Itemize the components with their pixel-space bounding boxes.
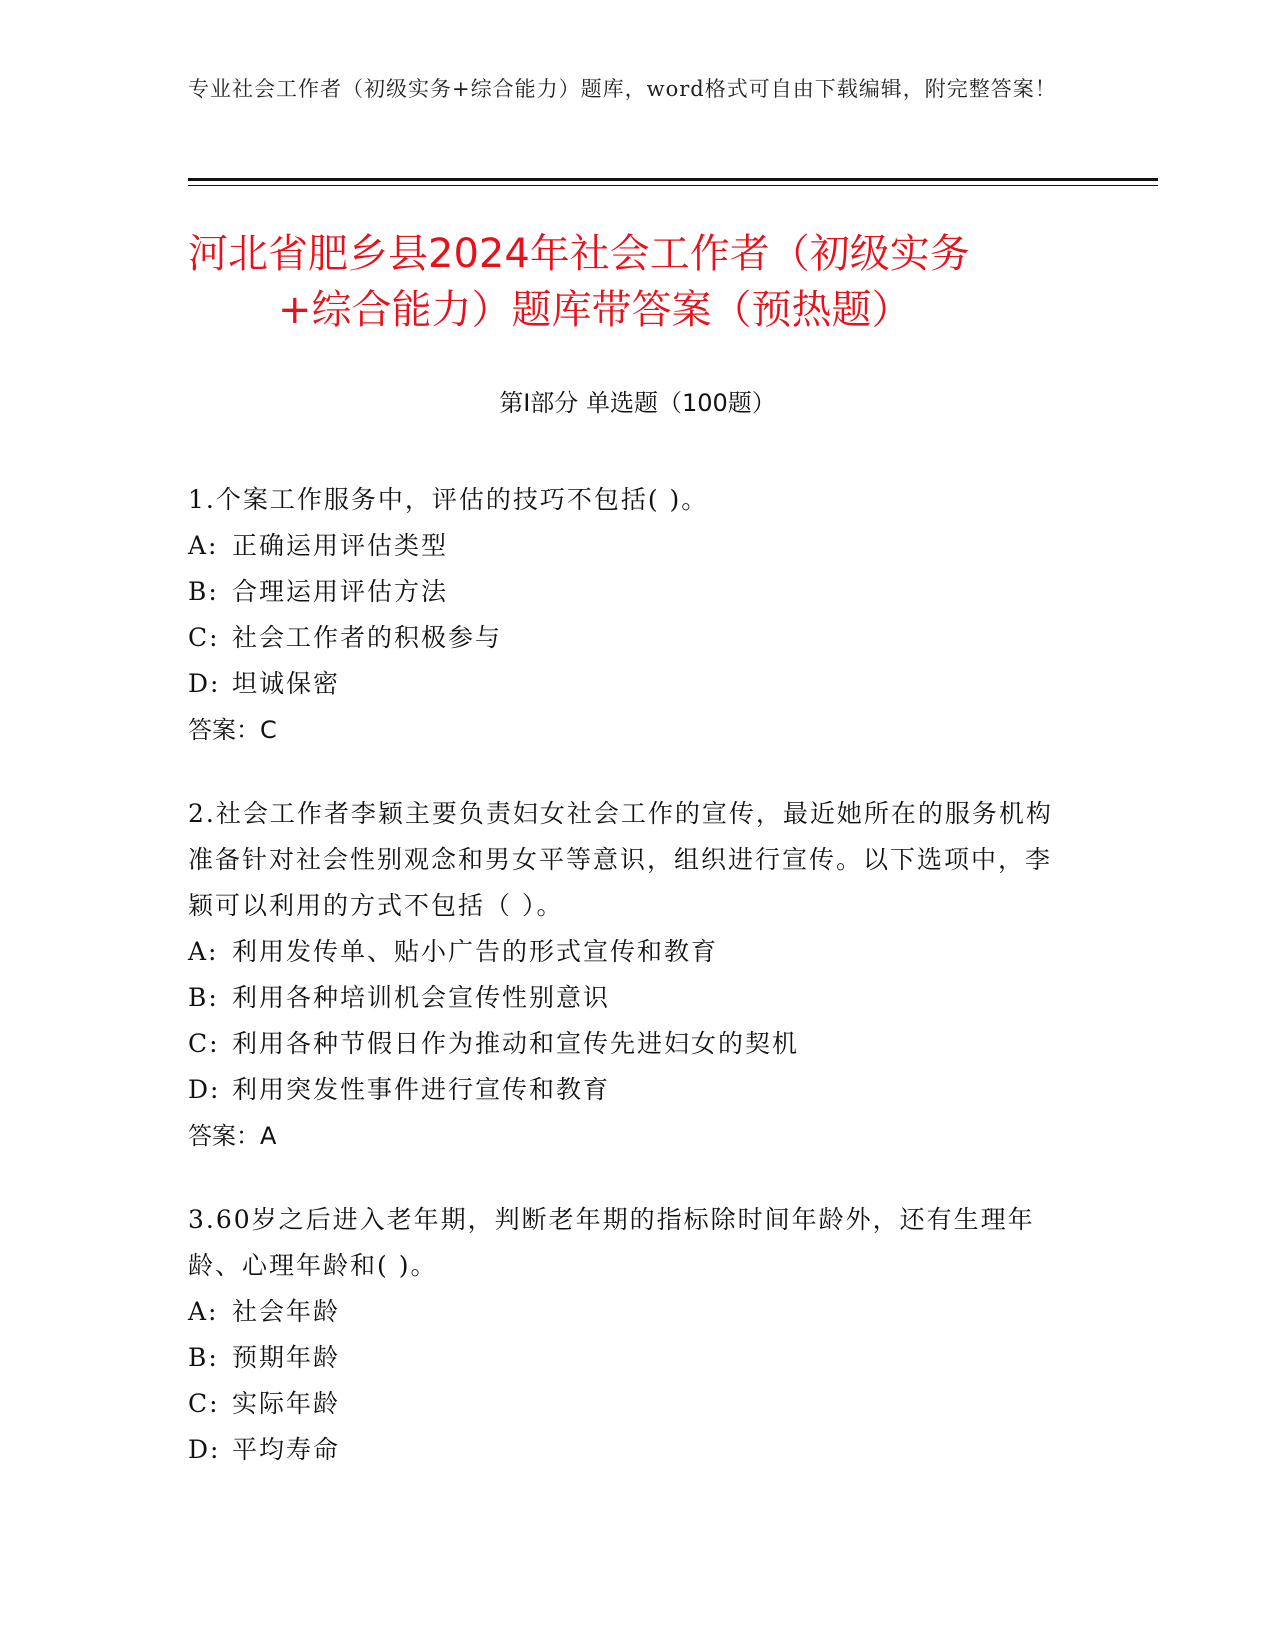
option-letter: C: <box>188 1389 220 1418</box>
option-letter: D: <box>188 1075 221 1104</box>
option-text: 实际年龄 <box>232 1389 341 1418</box>
option-b <box>188 569 1068 615</box>
header-note: 专业社会工作者（初级实务+综合能力）题库，word格式可自由下载编辑，附完整答案！ <box>188 77 1057 101</box>
answer-line: 答案：A <box>188 1122 277 1150</box>
option-c <box>188 615 1068 661</box>
option-d <box>188 1067 1068 1113</box>
option-d <box>188 1427 1068 1473</box>
option-text: 利用发传单、贴小广告的形式宣传和教育 <box>232 937 719 966</box>
option-a <box>188 929 1068 975</box>
option-a <box>188 523 1068 569</box>
option-text: 社会工作者的积极参与 <box>232 623 503 652</box>
option-c <box>188 1381 1068 1427</box>
question-1 <box>188 477 1068 753</box>
document-title-line-1: 河北省肥乡县2024年社会工作者（初级实务 <box>188 231 970 277</box>
option-letter: B: <box>188 577 219 606</box>
option-text: 坦诚保密 <box>232 669 341 698</box>
option-letter: C: <box>188 623 220 652</box>
option-c <box>188 1021 1068 1067</box>
option-letter: A: <box>188 531 219 560</box>
question-stem: 2.社会工作者李颖主要负责妇女社会工作的宣传，最近她所在的服务机构准备针对社会性别观念和男女平等意识，组织进行宣传。以下选项中，李颖可以利用的方式不包括（ ）。 <box>188 799 1053 920</box>
option-text: 利用各种培训机会宣传性别意识 <box>232 983 611 1012</box>
option-text: 社会年龄 <box>232 1297 341 1326</box>
option-text: 预期年龄 <box>232 1343 341 1372</box>
option-text: 平均寿命 <box>232 1435 341 1464</box>
question-2 <box>188 791 1068 1159</box>
option-letter: A: <box>188 1297 219 1326</box>
document-title <box>188 226 1088 338</box>
option-text: 合理运用评估方法 <box>232 577 449 606</box>
option-letter: D: <box>188 1435 221 1464</box>
option-letter: A: <box>188 937 219 966</box>
answer-line: 答案：C <box>188 716 277 744</box>
question-3 <box>188 1197 1068 1473</box>
header-rule-thick <box>188 178 1158 181</box>
question-stem: 3.60岁之后进入老年期，判断老年期的指标除时间年龄外，还有生理年龄、心理年龄和( )。 <box>188 1205 1035 1280</box>
section-heading: 第Ⅰ部分 单选题（100题） <box>499 389 776 417</box>
option-letter: D: <box>188 669 221 698</box>
question-stem: 1.个案工作服务中，评估的技巧不包括( )。 <box>188 485 709 514</box>
option-b <box>188 975 1068 1021</box>
option-b <box>188 1335 1068 1381</box>
question-list <box>188 477 1068 1511</box>
option-a <box>188 1289 1068 1335</box>
document-title-line-2: +综合能力）题库带答案（预热题） <box>278 287 912 333</box>
header-rule-thin <box>188 185 1158 186</box>
option-d <box>188 661 1068 707</box>
option-text: 利用突发性事件进行宣传和教育 <box>232 1075 611 1104</box>
option-letter: B: <box>188 983 219 1012</box>
option-text: 利用各种节假日作为推动和宣传先进妇女的契机 <box>232 1029 800 1058</box>
option-letter: B: <box>188 1343 219 1372</box>
option-letter: C: <box>188 1029 220 1058</box>
option-text: 正确运用评估类型 <box>232 531 449 560</box>
